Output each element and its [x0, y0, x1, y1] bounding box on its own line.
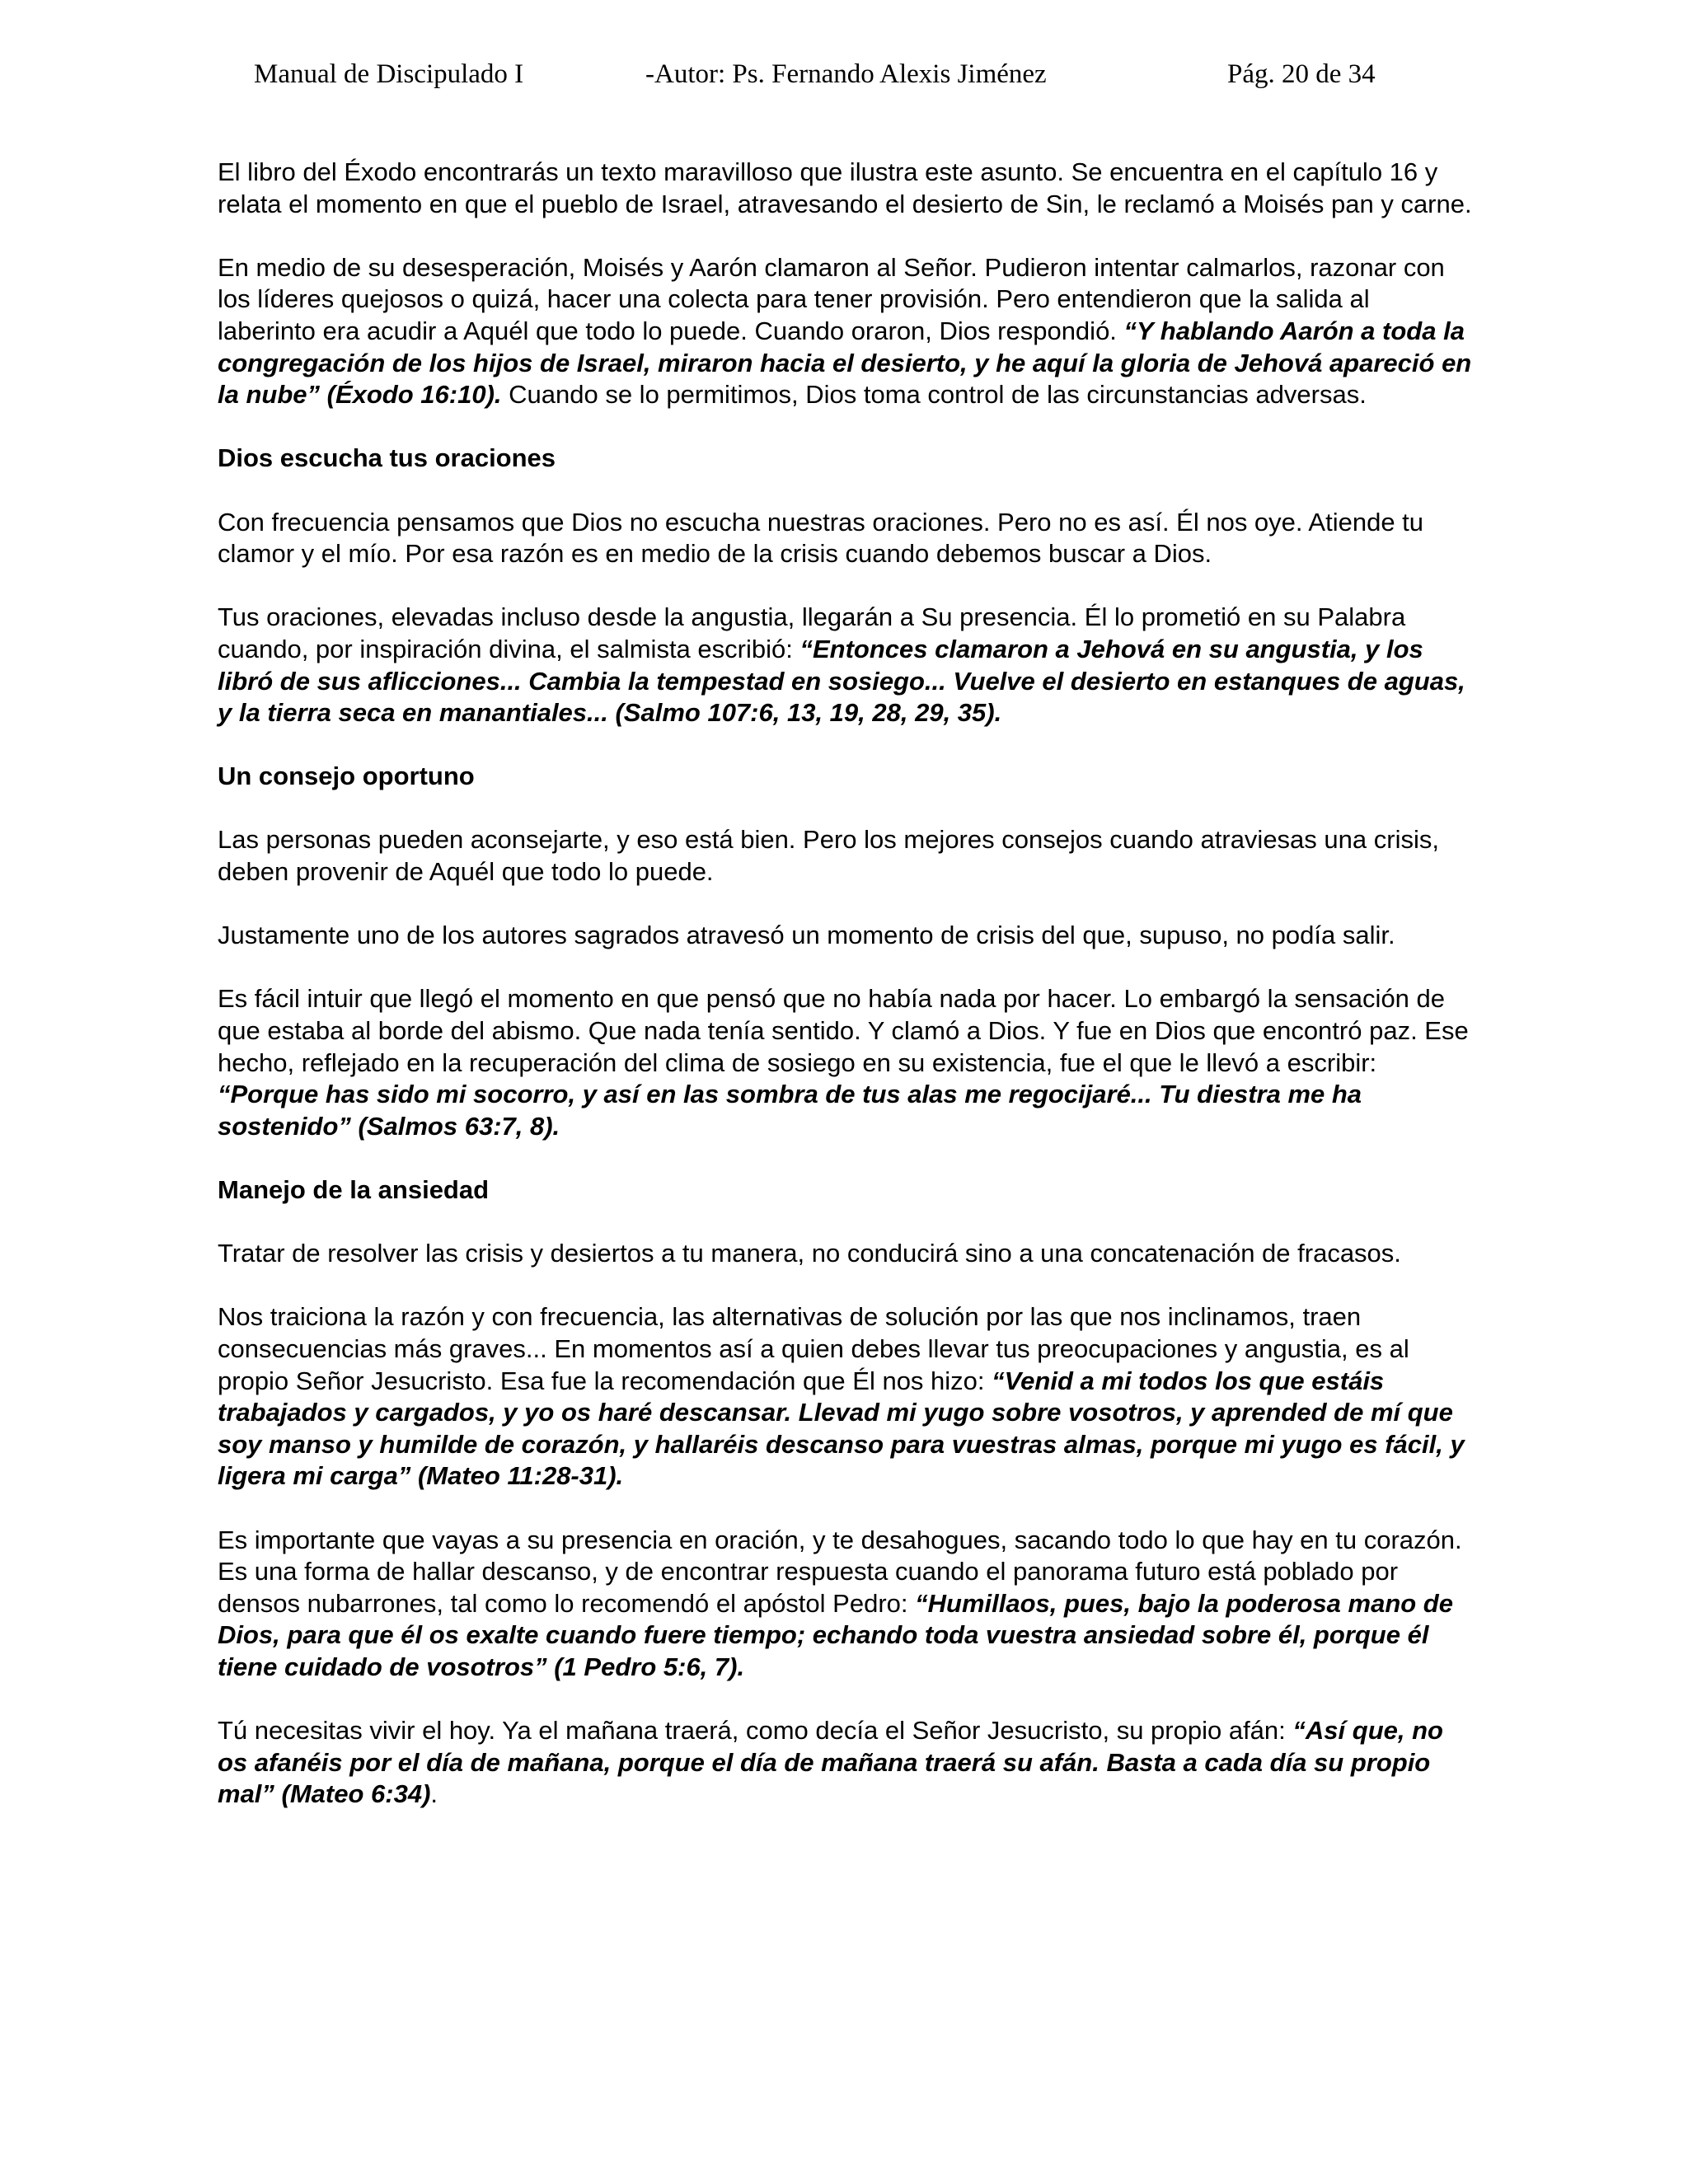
- scripture-quote: “Humillaos, pues, bajo la poderosa mano de Dios, para que él os exalte cuando fuere tiempo; echando toda vuestra ansiedad sobre él, porque él tiene cuidado de vosotros” (1 Pedro 5:6, 7).: [218, 1588, 1453, 1681]
- paragraph-text: Nos traiciona la razón y con frecuencia, las alternativas de solución por las que nos inclinamos, traen consecuencias más graves... En momentos así a quien debes llevar tus preocupaciones y angustia, es al propio Señor Jesucristo. Esa fue la recomendación que Él nos hizo:: [218, 1302, 1409, 1395]
- paragraph-text: Tus oraciones, elevadas incluso desde la angustia, llegarán a Su presencia. Él lo prometió en su Palabra cuando, por inspiración divina, el salmista escribió:: [218, 602, 1406, 663]
- page-header: [0, 59, 1688, 101]
- paragraph: [218, 1525, 1475, 1684]
- scripture-quote: “Porque has sido mi socorro, y así en las sombra de tus alas me regocijaré... Tu diestra me ha sostenido” (Salmos 63:7, 8).: [218, 1080, 1362, 1141]
- paragraph: Las personas pueden aconsejarte, y eso está bien. Pero los mejores consejos cuando atraviesas una crisis, deben provenir de Aquél que todo lo puede.: [218, 825, 1439, 887]
- paragraph-text: Es fácil intuir que llegó el momento en que pensó que no había nada por hacer. Lo embargó la sensación de que estaba al borde del abismo. Que nada tenía sentido. Y clamó a Dios. Y fue en Dios que encontró paz. Ese hecho, reflejado en la recuperación del clima de sosiego en su existencia, fue el que le llevó a escribir:: [218, 984, 1469, 1077]
- paragraph: [218, 1715, 1475, 1811]
- paragraph: [218, 1301, 1475, 1493]
- paragraph-text: .: [430, 1779, 438, 1809]
- scripture-quote: “Y hablando Aarón a toda la congregación de los hijos de Israel, miraron hacia el desierto, y he aquí la gloria de Jehová apareció en la nube” (Éxodo 16:10).: [218, 316, 1472, 410]
- paragraph-text: Tú necesitas vivir el hoy. Ya el mañana traerá, como decía el Señor Jesucristo, su propio afán:: [218, 1716, 1293, 1746]
- paragraph-text: En medio de su desesperación, Moisés y Aarón clamaron al Señor. Pudieron intentar calmarlos, razonar con los líderes quejosos o quizá, hacer una colecta para tener provisión. Pero entendieron que la salida al laberinto era acudir a Aquél que todo lo puede. Cuando oraron, Dios respondió.: [218, 252, 1445, 345]
- section-heading: Dios escucha tus oraciones: [218, 443, 556, 473]
- header-manual-title: Manual de Discipulado I: [254, 59, 524, 89]
- scripture-quote: “Venid a mi todos los que estáis trabajados y cargados, y yo os haré descansar. Llevad mi yugo sobre vosotros, y aprended de mí que soy manso y humilde de corazón, y hallaréis descanso para vuestras almas, porque mi yugo es fácil, y ligera mi carga” (Mateo 11:28-31).: [218, 1366, 1465, 1491]
- paragraph: [218, 602, 1475, 729]
- paragraph: [218, 252, 1475, 411]
- scripture-quote: “Entonces clamaron a Jehová en su angustia, y los libró de sus aflicciones... Cambia la tempestad en sosiego... Vuelve el desierto en estanques de aguas, y la tierra seca en manantiales... (Salmo 107:6, 13, 19, 28, 29, 35).: [218, 634, 1465, 728]
- header-author: -Autor: Ps. Fernando Alexis Jiménez: [645, 59, 1047, 89]
- document-body: [218, 157, 1475, 1842]
- paragraph-text: Cuando se lo permitimos, Dios toma control de las circunstancias adversas.: [501, 380, 1367, 410]
- paragraph: El libro del Éxodo encontrarás un texto maravilloso que ilustra este asunto. Se encuentra en el capítulo 16 y relata el momento en que el pueblo de Israel, atravesando el desierto de Sin, le reclamó a Moisés pan y carne.: [218, 157, 1472, 218]
- scripture-quote: “Así que, no os afanéis por el día de mañana, porque el día de mañana traerá su afán. Basta a cada día su propio mal” (Mateo 6:34): [218, 1716, 1443, 1809]
- section-heading: Manejo de la ansiedad: [218, 1175, 490, 1204]
- section-heading: Un consejo oportuno: [218, 762, 475, 791]
- paragraph-text: Es importante que vayas a su presencia en oración, y te desahogues, sacando todo lo que hay en tu corazón. Es una forma de hallar descanso, y de encontrar respuesta cuando el panorama futuro está poblado por densos nubarrones, tal como lo recomendó el apóstol Pedro:: [218, 1525, 1462, 1618]
- paragraph: [218, 983, 1475, 1142]
- paragraph: Justamente uno de los autores sagrados atravesó un momento de crisis del que, supuso, no podía salir.: [218, 921, 1395, 950]
- header-page-number: Pág. 20 de 34: [1227, 59, 1376, 89]
- paragraph: Con frecuencia pensamos que Dios no escucha nuestras oraciones. Pero no es así. Él nos oye. Atiende tu clamor y el mío. Por esa razón es en medio de la crisis cuando debemos buscar a Dios.: [218, 507, 1424, 569]
- paragraph: Tratar de resolver las crisis y desiertos a tu manera, no conducirá sino a una concatenación de fracasos.: [218, 1239, 1401, 1268]
